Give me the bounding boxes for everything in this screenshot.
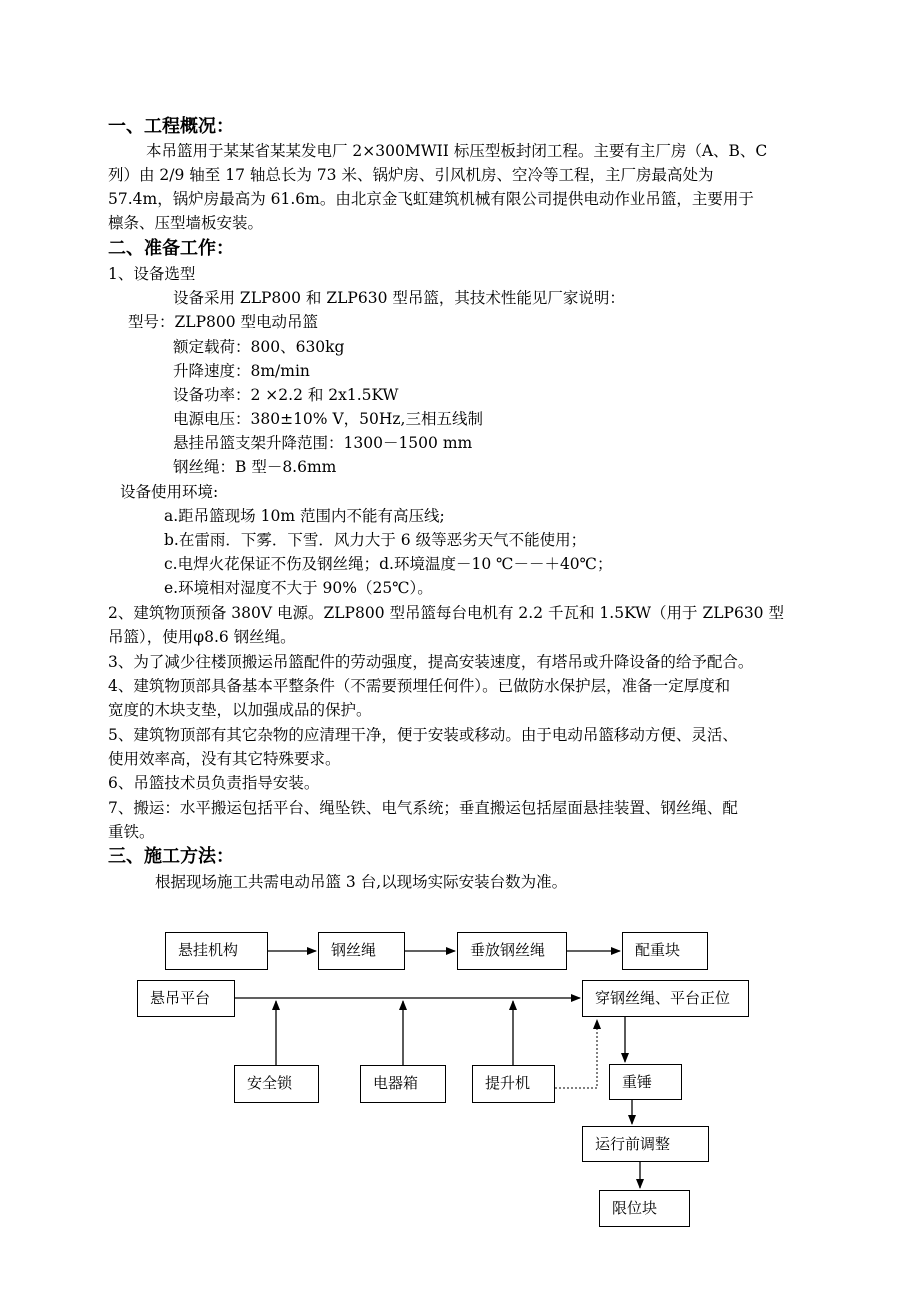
environment-item: b.在雷雨．下雾．下雪．风力大于 6 级等恶劣天气不能使用； xyxy=(164,531,587,549)
node-limit-block: 限位块 xyxy=(599,1190,690,1227)
paragraph-line: 设备采用 ZLP800 和 ZLP630 型吊篮，其技术性能见厂家说明： xyxy=(173,289,625,307)
list-item-cont: 使用效率高，没有其它特殊要求。 xyxy=(108,750,341,768)
spec-model: 型号：ZLP800 型电动吊篮 xyxy=(128,313,319,331)
node-platform: 悬吊平台 xyxy=(137,980,235,1017)
node-lower-rope: 垂放钢丝绳 xyxy=(457,932,567,970)
paragraph-line: 本吊篮用于某某省某某发电厂 2×300MWII 标压型板封闭工程。主要有主厂房（A、B、C xyxy=(146,142,768,160)
section-2-heading: 二、准备工作： xyxy=(108,238,234,259)
node-suspension: 悬挂机构 xyxy=(165,932,268,970)
section-3-heading: 三、施工方法： xyxy=(108,846,234,867)
environment-item: c.电焊火花保证不伤及钢丝绳；d.环境温度－10 ℃－－＋40℃； xyxy=(164,555,613,573)
list-item-cont: 重铁。 xyxy=(108,823,155,841)
node-counterweight: 配重块 xyxy=(622,932,708,970)
environment-title: 设备使用环境: xyxy=(120,483,219,501)
node-thread-rope: 穿钢丝绳、平台正位 xyxy=(582,980,749,1017)
environment-item: e.环境相对湿度不大于 90%（25℃）。 xyxy=(164,579,433,597)
node-electric-box: 电器箱 xyxy=(360,1065,446,1103)
list-item: 1、设备选型 xyxy=(108,265,196,283)
spec-line: 电源电压：380±10% V，50Hz,三相五线制 xyxy=(173,410,483,428)
list-item: 2、建筑物顶预备 380V 电源。ZLP800 型吊篮每台电机有 2.2 千瓦和 1.5KW（用于 ZLP630 型 xyxy=(108,604,784,622)
list-item-cont: 宽度的木块支垫，以加强成品的保护。 xyxy=(108,701,372,719)
spec-line: 悬挂吊篮支架升降范围：1300－1500 mm xyxy=(173,434,473,452)
list-item: 6、吊篮技术员负责指导安装。 xyxy=(108,774,320,792)
list-item: 4、建筑物顶部具备基本平整条件（不需要预埋任何件）。已做防水保护层，准备一定厚度和 xyxy=(108,677,731,695)
node-pre-adjust: 运行前调整 xyxy=(582,1126,709,1162)
node-hoist: 提升机 xyxy=(472,1065,555,1103)
node-wire-rope: 钢丝绳 xyxy=(318,932,405,970)
paragraph-line: 列）由 2/9 轴至 17 轴总长为 73 米、锅炉房、引风机房、空冷等工程，主厂房最高处为 xyxy=(108,166,714,184)
section-1-heading: 一、工程概况： xyxy=(108,116,234,137)
environment-item: a.距吊篮现场 10m 范围内不能有高压线; xyxy=(164,507,445,525)
spec-line: 钢丝绳：B 型－8.6mm xyxy=(173,458,337,476)
node-safety-lock: 安全锁 xyxy=(234,1065,319,1103)
list-item: 5、建筑物顶部有其它杂物的应清理干净，便于安装或移动。由于电动吊篮移动方便、灵活、 xyxy=(108,726,738,744)
paragraph-line: 根据现场施工共需电动吊篮 3 台,以现场实际安装台数为准。 xyxy=(155,873,568,891)
spec-line: 设备功率：2 ×2.2 和 2x1.5KW xyxy=(173,386,399,404)
list-item-cont: 吊篮），使用φ8.6 钢丝绳。 xyxy=(108,628,296,646)
list-item: 7、搬运：水平搬运包括平台、绳坠铁、电气系统；垂直搬运包括屋面悬挂装置、钢丝绳、配 xyxy=(108,799,738,817)
paragraph-line: 57.4m，锅炉房最高为 61.6m。由北京金飞虹建筑机械有限公司提供电动作业吊篮，主要用于 xyxy=(108,190,754,208)
arrow-hoist-dotted xyxy=(555,1020,597,1088)
spec-line: 升降速度：8m/min xyxy=(173,362,310,380)
node-heavy-hammer: 重锤 xyxy=(609,1064,682,1100)
spec-line: 额定载荷：800、630kg xyxy=(173,338,345,356)
list-item: 3、为了减少往楼顶搬运吊篮配件的劳动强度，提高安装速度，有塔吊或升降设备的给予配合。 xyxy=(108,653,754,671)
paragraph-line: 檩条、压型墙板安装。 xyxy=(108,214,264,232)
